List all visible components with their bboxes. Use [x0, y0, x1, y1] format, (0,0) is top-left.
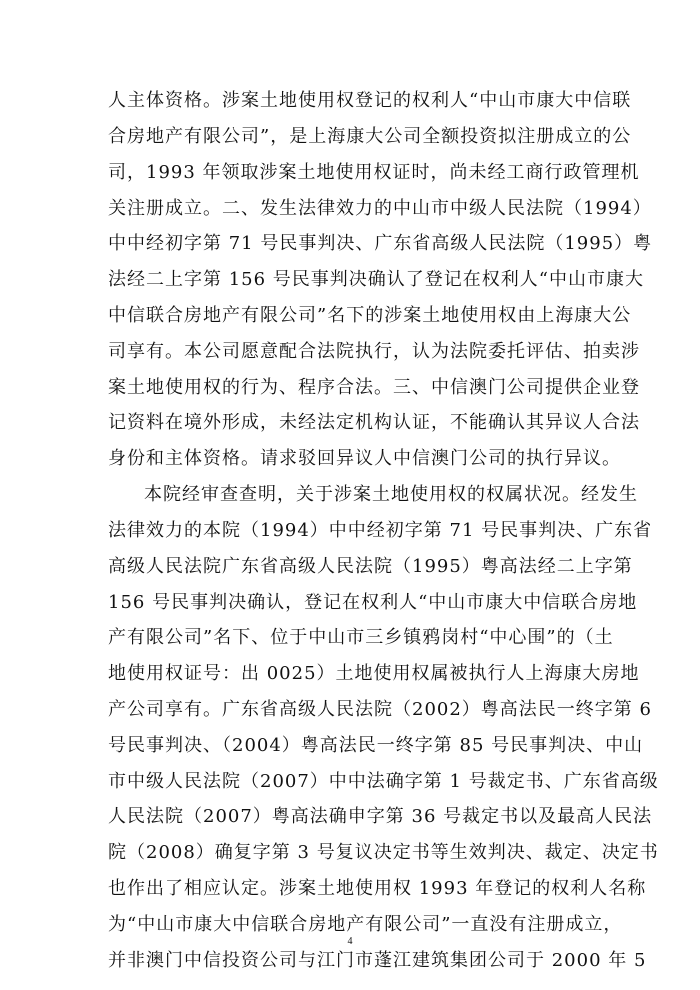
text-line: 记资料在境外形成，未经法定机构认证，不能确认其异议人合法 — [108, 412, 640, 433]
text-line: 院（2008）确复字第 3 号复议决定书等生效判决、裁定、决定书 — [108, 842, 659, 863]
text-line: 人民法院（2007）粤高法确申字第 36 号裁定书以及最高人民法 — [108, 806, 653, 827]
text-line: 地使用权证号：出 0025）土地使用权属被执行人上海康大房地 — [108, 663, 640, 684]
text-line: 高级人民法院广东省高级人民法院（1995）粤高法经二上字第 — [108, 556, 633, 577]
text-line: 司，1993 年领取涉案土地使用权证时，尚未经工商行政管理机 — [108, 162, 640, 183]
text-line: 市中级人民法院（2007）中中法确字第 1 号裁定书、广东省高级 — [108, 771, 659, 792]
text-line: 也作出了相应认定。涉案土地使用权 1993 年登记的权利人名称 — [108, 878, 647, 899]
text-line: 中中经初字第 71 号民事判决、广东省高级人民法院（1995）粤 — [108, 233, 653, 254]
paragraph-start-line: 本院经审查查明，关于涉案土地使用权的权属状况。经发生 — [144, 484, 638, 505]
text-line: 合房地产有限公司”，是上海康大公司全额投资拟注册成立的公 — [108, 126, 632, 147]
text-line: 并非澳门中信投资公司与江门市蓬江建筑集团公司于 2000 年 5 — [108, 950, 647, 971]
text-line: 司享有。本公司愿意配合法院执行，认为法院委托评估、拍卖涉 — [108, 341, 640, 362]
text-line: 关注册成立。二、发生法律效力的中山市中级人民法院（1994） — [108, 198, 652, 219]
text-line: 案土地使用权的行为、程序合法。三、中信澳门公司提供企业登 — [108, 377, 640, 398]
text-line: 号民事判决、（2004）粤高法民一终字第 85 号民事判决、中山 — [108, 735, 644, 756]
text-line: 产有限公司”名下、位于中山市三乡镇鸦岗村“中心围”的（土 — [108, 627, 614, 648]
page-number: 4 — [347, 936, 353, 947]
text-line: 人主体资格。涉案土地使用权登记的权利人“中山市康大中信联 — [108, 90, 632, 111]
text-line: 中信联合房地产有限公司”名下的涉案土地使用权由上海康大公 — [108, 305, 632, 326]
text-line: 产公司享有。广东省高级人民法院（2002）粤高法民一终字第 6 — [108, 699, 652, 720]
text-line: 法经二上字第 156 号民事判决确认了登记在权利人“中山市康大 — [108, 269, 644, 290]
text-line: 156 号民事判决确认，登记在权利人“中山市康大中信联合房地 — [108, 592, 638, 613]
text-line: 身份和主体资格。请求驳回异议人中信澳门公司的执行异议。 — [108, 448, 621, 469]
text-line: 为“中山市康大中信联合房地产有限公司”一直没有注册成立， — [108, 914, 623, 935]
text-line: 法律效力的本院（1994）中中经初字第 71 号民事判决、广东省 — [108, 520, 653, 541]
